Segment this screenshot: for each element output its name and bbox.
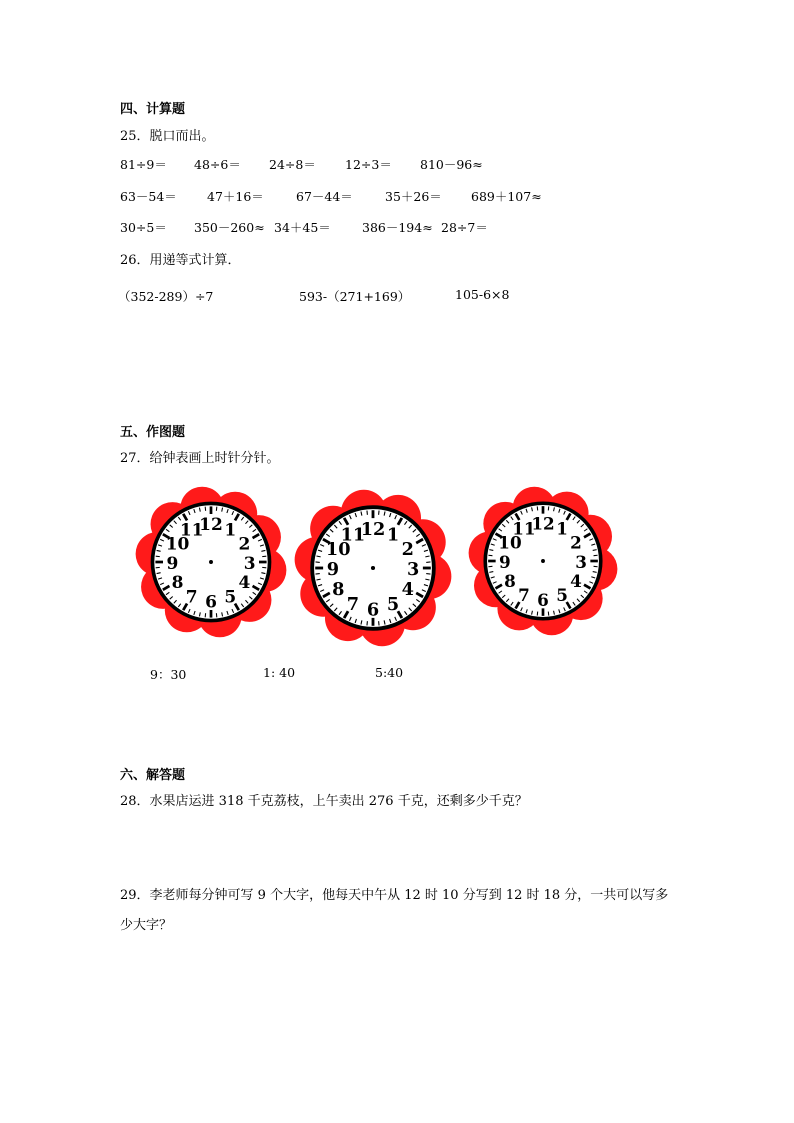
clock-number: 2 <box>570 532 582 553</box>
oral-calc-item: 81÷9＝ <box>120 157 167 172</box>
question-28: 28．水果店运进 318 千克荔枝，上午卖出 276 千克，还剩多少千克？ <box>120 794 528 809</box>
oral-calc-item: 47＋16＝ <box>207 189 264 204</box>
clock-face-2[interactable] <box>294 489 452 647</box>
clock-number: 5 <box>386 593 400 615</box>
clock-number: 10 <box>498 532 522 553</box>
clock-face-1[interactable] <box>135 486 287 638</box>
clock-number: 5 <box>556 584 568 605</box>
step-calc-item: （352-289）÷7 <box>118 289 214 304</box>
clock-number: 7 <box>518 584 530 605</box>
step-calc-item: 593-（271+169） <box>299 289 411 304</box>
clock-number: 4 <box>238 573 251 594</box>
oral-calc-item: 48÷6＝ <box>194 157 241 172</box>
question-26-title: 26．用递等式计算． <box>120 253 241 268</box>
clock-number: 3 <box>575 551 587 572</box>
oral-calc-item: 24÷8＝ <box>269 157 316 172</box>
oral-calc-item: 810－96≈ <box>420 157 483 172</box>
step-calc-item: 105-6×8 <box>455 287 510 302</box>
clock-time-label: 1: 40 <box>263 665 296 680</box>
clock-number: 7 <box>346 593 360 615</box>
clock-number: 9 <box>499 551 511 572</box>
clock-number: 10 <box>165 534 190 555</box>
question-29-line-2: 少大字？ <box>120 918 173 933</box>
clock-number: 6 <box>205 592 217 613</box>
clock-time-label: 5:40 <box>375 665 404 680</box>
clock-number: 12 <box>531 513 555 534</box>
clock-number: 5 <box>224 587 237 608</box>
clock-number: 1 <box>386 524 400 546</box>
clock-number: 4 <box>570 570 582 591</box>
section-5-heading: 五、作图题 <box>120 425 186 440</box>
oral-calc-item: 12÷3＝ <box>345 157 392 172</box>
clock-number: 6 <box>537 589 549 610</box>
clock-number: 3 <box>243 553 256 574</box>
clock-number: 8 <box>171 573 184 594</box>
section-4-heading: 四、计算题 <box>120 102 186 117</box>
oral-calc-item: 67－44＝ <box>296 189 353 204</box>
clock-number: 11 <box>179 520 204 541</box>
question-25-title: 25．脱口而出。 <box>120 129 215 144</box>
oral-calc-item: 35＋26＝ <box>385 189 442 204</box>
clock-number: 1 <box>224 520 237 541</box>
clock-number: 4 <box>401 579 414 601</box>
oral-calc-item: 34＋45＝ <box>274 220 331 235</box>
clock-number: 6 <box>366 599 380 621</box>
clock-number: 11 <box>512 518 536 539</box>
question-29-line-1: 29．李老师每分钟可写 9 个大字，他每天中午从 12 时 10 分写到 12 时 18 分，一共可以写多 <box>120 888 669 903</box>
clock-number: 8 <box>332 579 345 601</box>
clock-center-dot <box>541 559 545 563</box>
clock-number: 12 <box>360 518 386 540</box>
clock-number: 9 <box>166 553 179 574</box>
clock-number: 12 <box>199 515 223 536</box>
clock-number: 2 <box>238 534 251 555</box>
question-27-title: 27．给钟表画上时针分针。 <box>120 451 280 466</box>
clock-number: 3 <box>406 559 420 581</box>
oral-calc-item: 386－194≈ <box>362 220 433 235</box>
oral-calc-item: 28÷7＝ <box>441 220 488 235</box>
clock-number: 11 <box>340 524 366 546</box>
clock-number: 9 <box>326 559 340 581</box>
oral-calc-item: 689＋107≈ <box>471 189 542 204</box>
clock-number: 1 <box>556 518 568 539</box>
clock-center-dot <box>209 560 213 564</box>
clock-center-dot <box>371 566 375 570</box>
clock-time-label: 9：30 <box>150 667 187 682</box>
clock-number: 7 <box>185 587 198 608</box>
oral-calc-item: 350－260≈ <box>194 220 265 235</box>
clock-number: 10 <box>325 539 351 561</box>
clock-face-3[interactable] <box>468 486 618 636</box>
clock-number: 2 <box>401 539 414 561</box>
clock-number: 8 <box>504 570 516 591</box>
section-6-heading: 六、解答题 <box>120 768 186 783</box>
oral-calc-item: 63－54＝ <box>120 189 177 204</box>
oral-calc-item: 30÷5＝ <box>120 220 167 235</box>
